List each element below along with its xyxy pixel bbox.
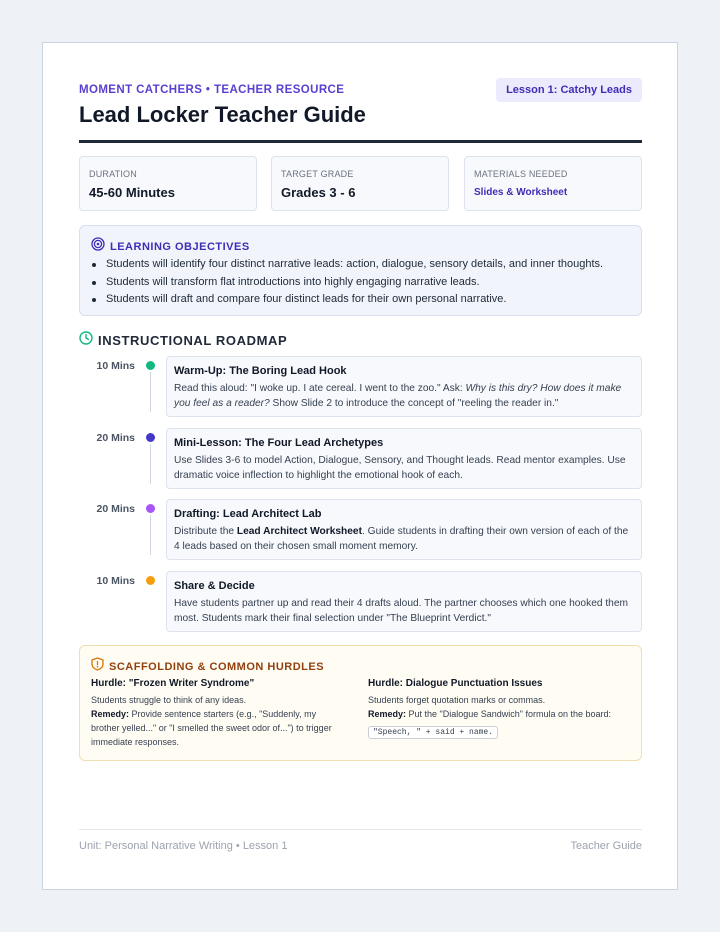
remedy-label: Remedy: xyxy=(91,709,130,719)
roadmap-step-mini-lesson xyxy=(79,428,642,489)
step-card xyxy=(166,356,642,417)
hurdle-description: Students forget quotation marks or commas. xyxy=(368,695,546,705)
desc-text: Show Slide 2 to introduce the concept of "reeling the reader in." xyxy=(269,398,559,409)
remedy-label: Remedy: xyxy=(368,709,407,719)
card-value: Grades 3 - 6 xyxy=(281,185,356,200)
footer-doc-type: Teacher Guide xyxy=(570,840,642,852)
list-item: Students will transform flat introductions into highly engaging narrative leads. xyxy=(91,274,603,292)
timeline-dot xyxy=(146,576,155,585)
step-time: 10 Mins xyxy=(96,360,135,372)
objectives-title: LEARNING OBJECTIVES xyxy=(110,240,250,253)
roadmap-step-drafting xyxy=(79,499,642,560)
timeline-line xyxy=(150,444,151,484)
desc-text: . Guide students in drafting their own version of each of the 4 leads based on their chosen small moment memory. xyxy=(174,526,629,552)
timeline-dot xyxy=(146,361,155,370)
hurdle-frozen-writer xyxy=(91,678,346,749)
eyebrow-label: MOMENT CATCHERS • TEACHER RESOURCE xyxy=(79,84,345,96)
page-footer xyxy=(79,829,642,852)
hurdle-remedy xyxy=(91,707,346,749)
objectives-heading xyxy=(91,237,250,256)
step-time: 20 Mins xyxy=(96,432,135,444)
timeline-line xyxy=(150,515,151,555)
step-title: Mini-Lesson: The Four Lead Archetypes xyxy=(174,437,384,449)
timeline-dot xyxy=(146,504,155,513)
hurdle-remedy xyxy=(368,707,636,721)
desc-text: Distribute the xyxy=(174,526,237,537)
card-value: 45-60 Minutes xyxy=(89,185,175,200)
target-icon xyxy=(91,237,105,256)
card-label: MATERIALS NEEDED xyxy=(474,169,568,179)
roadmap-heading xyxy=(79,331,287,350)
step-title: Share & Decide xyxy=(174,580,255,592)
roadmap-step-share xyxy=(79,571,642,632)
step-time: 10 Mins xyxy=(96,575,135,587)
step-card xyxy=(166,428,642,489)
info-cards xyxy=(79,156,642,211)
hurdle-title: Hurdle: Dialogue Punctuation Issues xyxy=(368,678,543,689)
step-card xyxy=(166,571,642,632)
roadmap-step-warm-up xyxy=(79,356,642,417)
remedy-text: Provide sentence starters (e.g., "Suddenly, my brother yelled..." or "I smelled the sweet odor of...") to trigger immediate responses. xyxy=(91,709,332,747)
lesson-badge: Lesson 1: Catchy Leads xyxy=(496,78,642,102)
materials-link[interactable]: Slides & Worksheet xyxy=(474,187,568,198)
hurdle-description: Students struggle to think of any ideas. xyxy=(91,695,247,705)
list-item: Students will draft and compare four distinct leads for their own personal narrative. xyxy=(91,291,603,309)
step-time: 20 Mins xyxy=(96,503,135,515)
page-title: Lead Locker Teacher Guide xyxy=(79,102,366,127)
list-item: Students will identify four distinct narrative leads: action, dialogue, sensory details, and inner thoughts. xyxy=(91,256,603,274)
step-title: Warm-Up: The Boring Lead Hook xyxy=(174,365,347,377)
scaffolding-heading xyxy=(91,657,324,676)
hurdle-dialogue-punctuation xyxy=(368,678,636,739)
hurdle-title: Hurdle: "Frozen Writer Syndrome" xyxy=(91,678,255,689)
scaffolding-title: SCAFFOLDING & COMMON HURDLES xyxy=(109,660,325,673)
remedy-text: Put the "Dialogue Sandwich" formula on the board: xyxy=(406,709,612,719)
step-description: Have students partner up and read their 4 drafts aloud. The partner chooses which one hooked them most. Students mark their final selection under "The Blueprint Verdict." xyxy=(174,598,629,624)
desc-question: Why is this dry? How does it make you feel as a reader? xyxy=(174,383,622,409)
card-label: TARGET GRADE xyxy=(281,169,354,179)
objectives-list xyxy=(91,256,603,309)
worksheet-name: Lead Architect Worksheet xyxy=(236,526,362,537)
formula-code: "Speech, " + said + name. xyxy=(368,726,498,739)
learning-objectives xyxy=(79,225,642,316)
desc-text: Read this aloud: "I woke up. I ate cereal. I went to the zoo." Ask: xyxy=(174,383,466,394)
document-page xyxy=(42,42,678,890)
shield-alert-icon xyxy=(91,657,104,676)
scaffolding-section xyxy=(79,645,642,761)
card-target-grade xyxy=(271,156,449,211)
card-duration xyxy=(79,156,257,211)
step-description xyxy=(174,381,634,411)
timeline-dot xyxy=(146,433,155,442)
timeline-line xyxy=(150,372,151,412)
page-header xyxy=(79,83,642,143)
step-card xyxy=(166,499,642,560)
clock-icon xyxy=(79,331,93,350)
roadmap-title: INSTRUCTIONAL ROADMAP xyxy=(98,333,288,348)
card-materials xyxy=(464,156,642,211)
step-description xyxy=(174,524,634,554)
card-label: DURATION xyxy=(89,169,137,179)
step-description: Use Slides 3-6 to model Action, Dialogue, Sensory, and Thought leads. Read mentor examples. Use dramatic voice inflection to highlight the emotional hook of each. xyxy=(174,455,626,481)
step-title: Drafting: Lead Architect Lab xyxy=(174,508,322,520)
footer-unit: Unit: Personal Narrative Writing • Lesson 1 xyxy=(79,840,288,852)
